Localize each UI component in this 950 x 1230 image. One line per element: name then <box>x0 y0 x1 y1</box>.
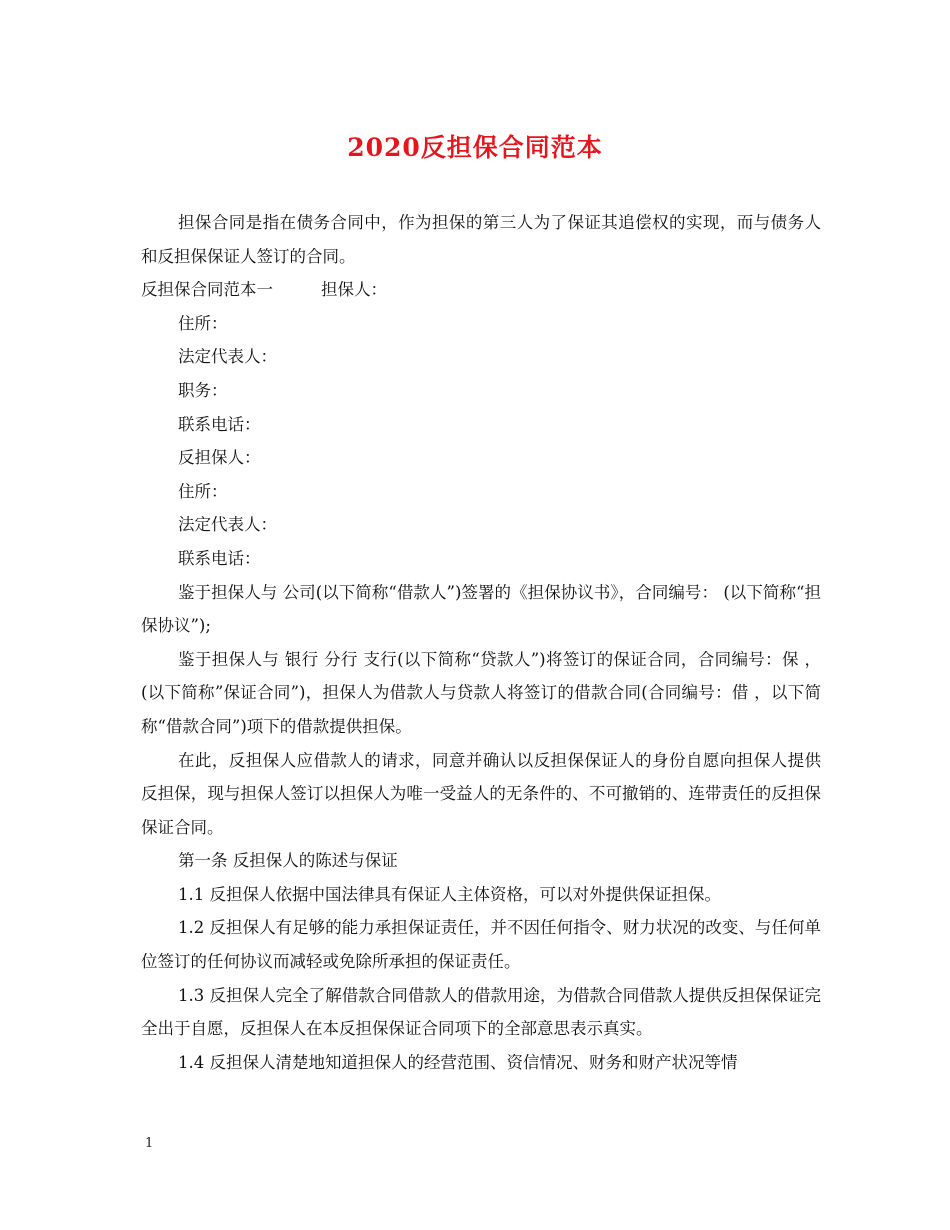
field-legal-representative: 法定代表人： <box>178 347 277 367</box>
page-number: 1 <box>145 1136 154 1151</box>
recital-paragraph-1: 鉴于担保人与 公司(以下简称“借款人”)签署的《担保协议书》，合同编号： (以下简称“担保协议”); <box>141 582 821 636</box>
intro-paragraph: 担保合同是指在债务合同中，作为担保的第三人为了保证其追偿权的实现，而与债务人和反担保保证人签订的合同。 <box>141 213 821 266</box>
clause-1-1: 1.1 反担保人依据中国法律具有保证人主体资格，可以对外提供保证担保。 <box>178 884 721 904</box>
guarantor-label: 担保人： <box>321 280 387 300</box>
field-position: 职务： <box>178 380 228 400</box>
article-heading: 第一条 反担保人的陈述与保证 <box>178 851 398 871</box>
clause-1-2: 1.2 反担保人有足够的能力承担保证责任，并不因任何指令、财力状况的改变、与任何单位签订的任何协议而减轻或免除所承担的保证责任。 <box>141 918 821 972</box>
field-counter-legal-representative: 法定代表人： <box>178 515 277 535</box>
field-address: 住所： <box>178 313 228 333</box>
recital-paragraph-2: 鉴于担保人与 银行 分行 支行(以下简称“贷款人”)将签订的保证合同，合同编号：保 ，(以下简称”保证合同”)，担保人为借款人与贷款人将签订的借款合同(合同编号：借 ，以下简称“借款合同”)项下的借款提供担保。 <box>141 649 821 736</box>
clause-1-3: 1.3 反担保人完全了解借款合同借款人的借款用途，为借款合同借款人提供反担保保证完全出于自愿，反担保人在本反担保保证合同项下的全部意思表示真实。 <box>141 985 821 1039</box>
document-body <box>141 206 821 1079</box>
field-counter-address: 住所： <box>178 481 228 501</box>
recital-paragraph-3: 在此，反担保人应借款人的请求，同意并确认以反担保保证人的身份自愿向担保人提供反担保，现与担保人签订以担保人为唯一受益人的无条件的、不可撤销的、连带责任的反担保保证合同。 <box>141 750 821 837</box>
field-counter-phone: 联系电话： <box>178 548 261 568</box>
clause-1-4: 1.4 反担保人清楚地知道担保人的经营范围、资信情况、财务和财产状况等情 <box>178 1052 738 1072</box>
section-label: 反担保合同范本一 <box>141 280 273 300</box>
field-phone: 联系电话： <box>178 414 261 434</box>
field-counter-guarantor: 反担保人： <box>178 448 261 468</box>
section-heading-row <box>141 273 821 307</box>
document-title: 2020反担保合同范本 <box>347 133 603 162</box>
